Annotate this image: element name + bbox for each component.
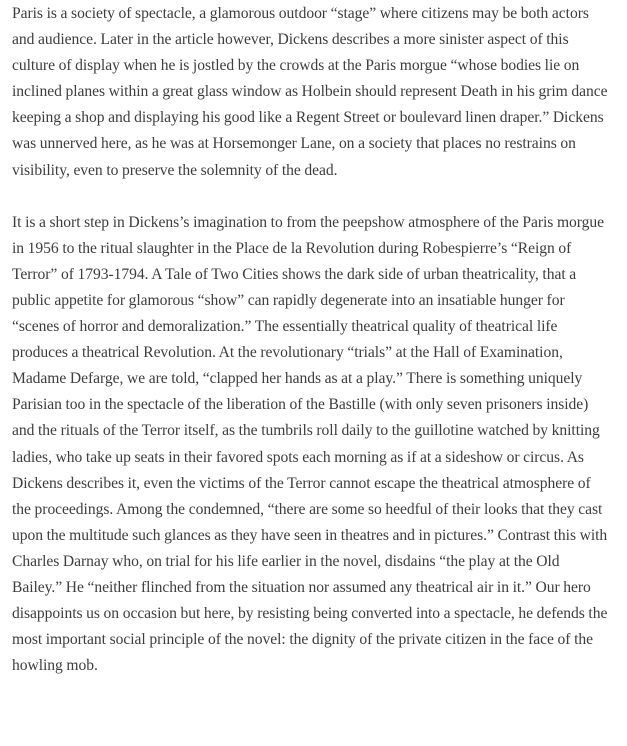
paragraph-reign-of-terror: It is a short step in Dickens’s imagination to from the peepshow atmosphere of the Paris morgue in 1956 to the ritual slaughter in the Place de la Revolution during Robespierre’s “Reign of Terror” of 1793-1794. A Tale of Two Cities shows the dark side of urban theatricality, that a public appetite for glamorous “show” can rapidly degenerate into an insatiable hunger for “scenes of horror and demoralization.” The essentially theatrical quality of theatrical life produces a theatrical Revolution. At the revolutionary “trials” at the Hall of Examination, Madame Defarge, we are told, “clapped her hands as at a play.” There is something uniquely Parisian too in the spectacle of the liberation of the Bastille (with only seven prisoners inside) and the rituals of the Terror itself, as the tumbrils roll daily to the guillotine watched by knitting ladies, who take up seats in their favored spots each morning as if at a sideshow or circus. As Dickens describes it, even the victims of the Terror cannot escape the theatrical atmosphere of the proceedings. Among the condemned, “there are some so heedful of their looks that they cast upon the multitude such glances as they have seen in theatres and in pictures.” Contrast this with Charles Darnay who, on trial for his life earlier in the novel, disdains “the play at the Old Bailey.” He “neither flinched from the situation nor assumed any theatrical air in it.” Our hero disappoints us on occasion but here, by resisting being converted into a spectacle, he defends the most important social principle of the novel: the dignity of the private citizen in the face of the howling mob. [12, 213, 608, 675]
paragraph-paris-spectacle: Paris is a society of spectacle, a glamorous outdoor “stage” where citizens may be both actors and audience. Later in the article however, Dickens describes a more sinister aspect of this culture of display when he is jostled by the crowds at the Paris morgue “whose bodies lie on inclined planes within a great glass window as Holbein should represent Death in his grim dance keeping a shop and displaying his good like a Regent Street or boulevard linen draper.” Dickens was unnerved here, as he was at Horsemonger Lane, on a society that places no restrains on visibility, even to preserve the solemnity of the dead. [12, 5, 608, 179]
